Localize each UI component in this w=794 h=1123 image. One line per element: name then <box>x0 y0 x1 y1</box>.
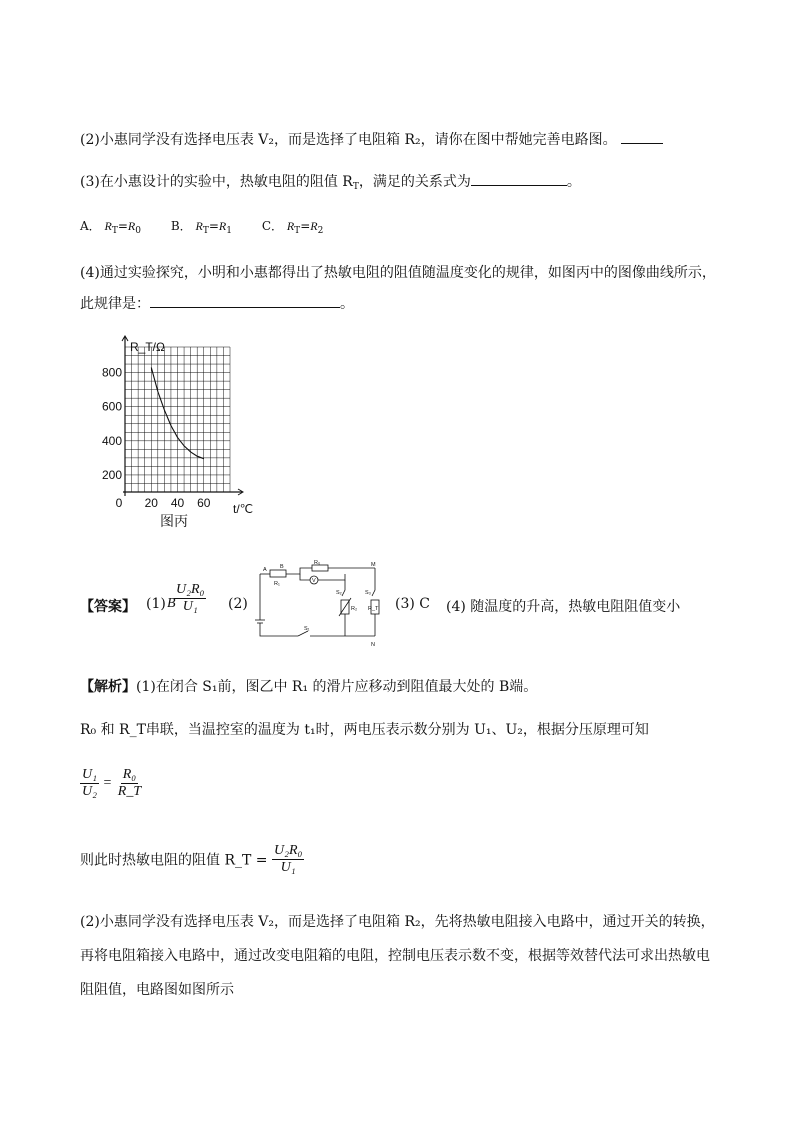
answer-fraction <box>174 582 206 615</box>
y-tick-label: 800 <box>101 365 122 380</box>
fraction-denominator: U₁ <box>280 860 296 875</box>
fraction-numerator: R₀ <box>122 767 137 782</box>
answer-blank <box>471 171 567 186</box>
analysis-text: (1)在闭合 S₁前，图乙中 R₁ 的滑片应移动到阻值最大处的 B端。 <box>136 679 538 695</box>
answer-part-2: (2) <box>228 596 248 612</box>
options-row <box>80 216 323 241</box>
label-r2: R₂ <box>351 606 358 612</box>
analysis-line-4: (2)小惠同学没有选择电压表 V₂，而是选择了电阻箱 R₂，先将热敏电阻接入电路中，通过开关的转换， <box>80 914 715 930</box>
answer-label: 【答案】 <box>80 599 136 615</box>
answer-part-3: (3) C <box>395 596 430 612</box>
fraction-numerator: U₂R₀ <box>273 843 303 858</box>
wire <box>286 568 312 574</box>
x-tick-label: 20 <box>144 496 158 510</box>
question-3 <box>80 171 581 197</box>
fraction-denominator: U₁ <box>182 599 198 614</box>
analysis-line-2: R₀ 和 R_T串联，当温控室的温度为 t₁时，两电压表示数分别为 U₁、U₂，根据分压原理可知 <box>80 722 649 738</box>
subscript: T <box>202 226 209 236</box>
x-tick-label: 60 <box>197 496 211 510</box>
switch-s2 <box>342 580 345 596</box>
label-a: A <box>263 567 267 573</box>
option-label: B． <box>170 219 192 233</box>
subscript: T <box>111 226 118 236</box>
subscript: 1 <box>226 226 232 236</box>
chart-axes <box>122 336 243 496</box>
question-4-prefix: 此规律是： <box>80 296 150 312</box>
option-eq: = <box>300 219 311 233</box>
label-r0: R₀ <box>314 560 321 566</box>
thermistor-chart <box>101 335 270 535</box>
answer-blank <box>150 293 340 308</box>
label-m: M <box>371 562 376 568</box>
option-label: A． <box>80 219 101 233</box>
option-lhs: R <box>286 219 295 233</box>
subscript: T <box>294 226 301 236</box>
option-rhs: R <box>218 219 227 233</box>
result-text: 则此时热敏电阻的阻值 R_T = <box>80 852 268 869</box>
period: 。 <box>340 296 354 312</box>
answer-part-4: (4) 随温度的升高，热敏电阻阻值变小 <box>446 599 681 615</box>
option-rhs: R <box>310 219 318 233</box>
chart-x-label: t/℃ <box>233 502 254 516</box>
answer-part-1-b: B <box>167 596 176 611</box>
option-a <box>80 219 145 236</box>
chart-title: 图丙 <box>160 514 188 530</box>
question-3-text: (3)在小惠设计的实验中，热敏电阻的阻值 R <box>80 174 353 190</box>
analysis-line-1 <box>80 677 537 697</box>
chart-y-label: R_T/Ω <box>130 340 165 354</box>
equals-sign: = <box>103 775 112 791</box>
option-eq: = <box>117 219 128 233</box>
analysis-equation <box>80 767 143 800</box>
label-n: N <box>371 642 375 648</box>
option-eq: = <box>208 219 219 233</box>
option-c <box>261 219 324 236</box>
period: 。 <box>566 174 581 190</box>
fraction-denominator: U₂ <box>82 784 97 799</box>
subscript: 2 <box>317 226 324 236</box>
question-4-line-2 <box>80 293 354 314</box>
wire <box>260 623 298 636</box>
wire <box>300 574 310 580</box>
x-tick-label: 40 <box>170 496 185 510</box>
option-rhs: R <box>127 219 136 233</box>
rheostat-r1 <box>270 570 286 577</box>
y-tick-label: 400 <box>101 433 122 448</box>
circuit-diagram <box>250 560 390 648</box>
answer-blank <box>621 129 663 144</box>
subscript: T <box>352 182 359 192</box>
option-lhs: R <box>195 219 203 233</box>
analysis-line-5: 再将电阻箱接入电路中，通过改变电阻箱的电阻，控制电压表示数不变，根据等效替代法可求出热敏电 <box>80 948 710 964</box>
x-tick-label: 0 <box>115 496 123 510</box>
question-2-text: (2)小惠同学没有选择电压表 V₂，而是选择了电阻箱 R₂，请你在图中帮她完善电路图。 <box>80 132 617 148</box>
fraction-result <box>272 843 304 876</box>
option-label: C． <box>261 219 283 233</box>
analysis-line-6: 阻阻值，电路图如图所示 <box>80 982 234 998</box>
label-v: V <box>312 578 316 584</box>
y-tick-label: 200 <box>101 467 122 482</box>
subscript: 0 <box>135 226 141 236</box>
wire <box>318 574 345 580</box>
option-lhs: R <box>104 219 112 233</box>
fraction-r <box>116 767 143 800</box>
label-r1: R₁ <box>274 581 280 587</box>
option-b <box>170 219 236 236</box>
label-s2: S₂ <box>336 590 342 596</box>
question-4-line-1: (4)通过实验探究，小明和小惠都得出了热敏电阻的阻值随温度变化的规律，如图丙中的图像曲线所示， <box>80 265 716 281</box>
switch-s3 <box>372 568 375 596</box>
fraction-u <box>80 767 99 800</box>
question-3-text-after: ，满足的关系式为 <box>358 174 471 190</box>
y-tick-label: 600 <box>101 399 122 414</box>
answer-part-1: (1) <box>146 596 166 612</box>
question-2 <box>80 129 663 150</box>
label-s1: S₁ <box>304 626 310 632</box>
fraction-numerator: U₂R₀ <box>176 582 205 597</box>
fraction-denominator: R_T <box>117 784 142 799</box>
label-s3: S₃ <box>365 590 371 596</box>
analysis-result <box>80 843 304 876</box>
analysis-label: 【解析】 <box>80 679 136 695</box>
label-rt: R_T <box>368 606 379 612</box>
fraction-numerator: U₁ <box>82 767 97 782</box>
label-b: B <box>280 564 284 570</box>
chart-grid <box>125 347 230 492</box>
